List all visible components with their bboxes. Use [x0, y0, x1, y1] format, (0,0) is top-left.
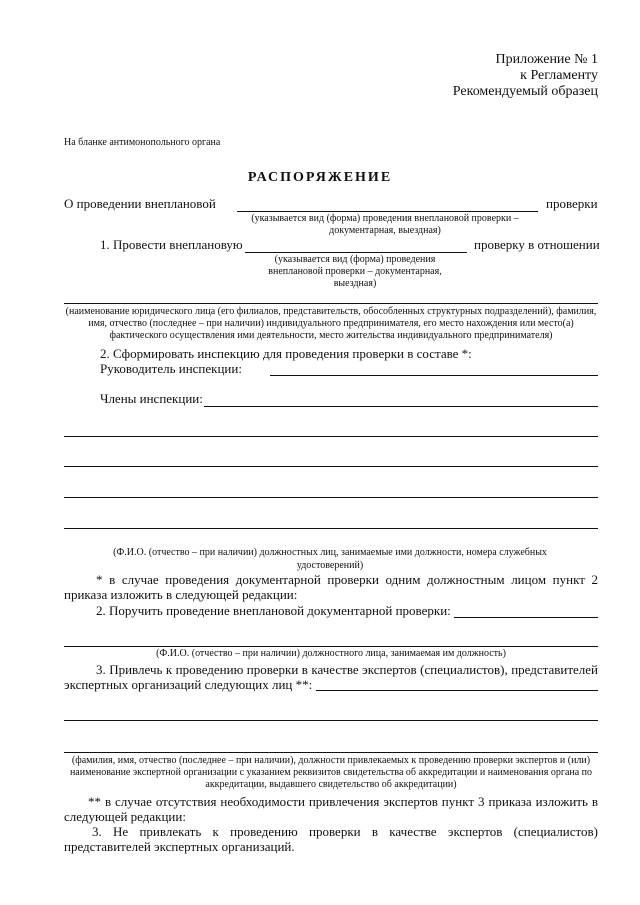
item1-hint: (указывается вид (форма) проведения внеплановой проверки – документарная, выездная): [268, 254, 442, 289]
experts-field[interactable]: [64, 752, 598, 753]
documentary-inspector-field[interactable]: [64, 646, 598, 647]
inspection-members-field[interactable]: [64, 528, 598, 529]
item2-hint: (Ф.И.О. (отчество – при наличии) должностных лиц, занимаемые ими должности, номера служебных удостоверений): [113, 547, 547, 571]
inspection-members-field[interactable]: [204, 406, 598, 407]
inspection-members-field[interactable]: [64, 497, 598, 498]
item2-text: 2. Сформировать инспекцию для проведения проверки в составе *:: [100, 346, 472, 361]
item1-type-field[interactable]: [245, 252, 467, 253]
footnote1-alt: 2. Поручить проведение внеплановой документарной проверки:: [96, 603, 451, 618]
sample-label: Рекомендуемый образец: [452, 84, 598, 99]
inspection-members-field[interactable]: [64, 436, 598, 437]
entity-hint: (наименование юридического лица (его филиалов, представительств, обособленных структурных подразделений), фамилия, имя, отчество (последнее – при наличии) индивидуального предпринимателя, его место нахождения или место(а) фактического осуществления ими деятельности, место жительства индивидуального предпринимателя): [65, 306, 597, 341]
experts-field[interactable]: [64, 720, 598, 721]
footnote2-text: ** в случае отсутствия необходимости привлечения экспертов пункт 3 приказа изложить в следующей редакции:: [64, 794, 598, 824]
experts-field[interactable]: [316, 690, 598, 691]
inspection-members-label: Члены инспекции:: [100, 391, 203, 406]
intro-prefix: О проведении внеплановой: [64, 196, 216, 211]
inspection-head-field[interactable]: [270, 375, 598, 376]
inspection-head-label: Руководитель инспекции:: [100, 361, 242, 376]
entity-field[interactable]: [64, 303, 598, 304]
footnote1-text: * в случае проведения документарной проверки одним должностным лицом пункт 2 приказа изложить в следующей редакции:: [64, 572, 598, 602]
item1-suffix: проверку в отношении: [474, 237, 600, 252]
appendix-reference: к Регламенту: [520, 68, 598, 83]
item3-text: 3. Привлечь к проведению проверки в качестве экспертов (специалистов), представителей экспертных организаций следующих лиц **:: [64, 662, 598, 692]
intro-hint: (указывается вид (форма) проведения внеплановой проверки – документарная, выездная): [251, 213, 519, 236]
blank-note: На бланке антимонопольного органа: [64, 137, 221, 148]
item1-prefix: 1. Провести внеплановую: [100, 237, 243, 252]
page-title: РАСПОРЯЖЕНИЕ: [247, 170, 393, 185]
item3-hint: (фамилия, имя, отчество (последнее – при наличии), должности привлекаемых к проведению проверки экспертов и (или) наименование экспертной организации с указанием реквизитов свидетельства об аккредитации и наименования органа по аккредитации, выдавшего свидетельство об аккредитации): [69, 755, 593, 790]
inspection-members-field[interactable]: [64, 466, 598, 467]
footnote2-alt: 3. Не привлекать к проведению проверки в качестве экспертов (специалистов) представителей экспертных организаций.: [64, 824, 598, 854]
intro-suffix: проверки: [546, 196, 598, 211]
footnote1-hint: (Ф.И.О. (отчество – при наличии) должностного лица, занимаемая им должность): [156, 648, 506, 659]
inspection-type-field[interactable]: [237, 211, 538, 212]
appendix-number: Приложение № 1: [495, 52, 598, 67]
documentary-inspector-field[interactable]: [454, 617, 598, 618]
